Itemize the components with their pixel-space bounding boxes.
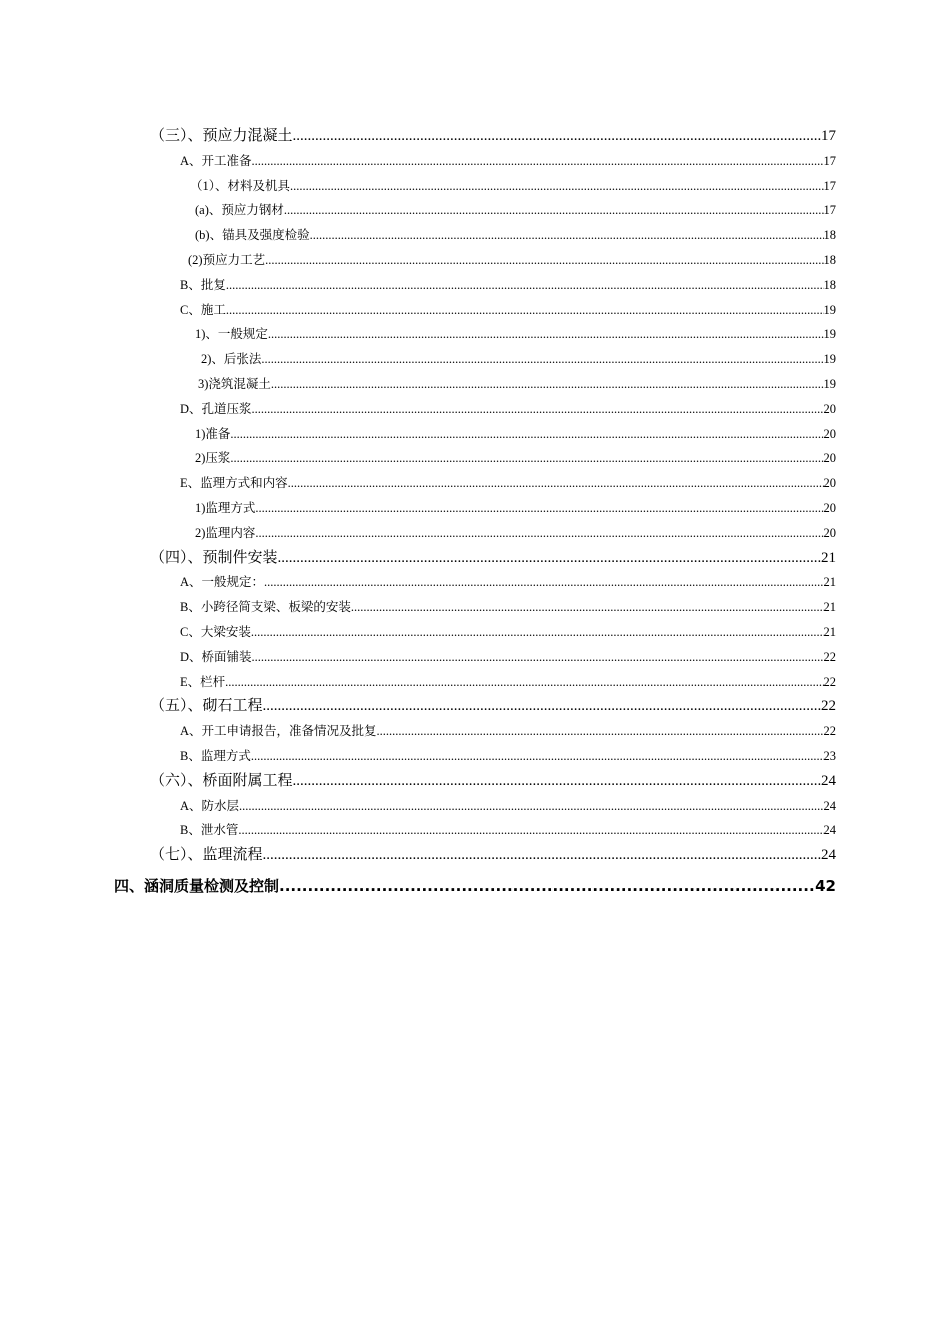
toc-entry-page: 21 (821, 549, 836, 566)
toc-entry[interactable] (0, 298, 950, 323)
toc-entry-page: 21 (823, 600, 836, 615)
toc-entry[interactable] (0, 322, 950, 347)
toc-entry-title: （四）、预制件安装 (150, 549, 278, 566)
toc-leader-dots (293, 124, 821, 149)
toc-entry-title: （1）、材料及机具 (190, 178, 291, 193)
toc-entry-title: A、防水层 (180, 798, 240, 813)
toc-entry[interactable] (0, 124, 950, 149)
toc-leader-dots (230, 446, 823, 471)
toc-leader-dots (263, 843, 821, 868)
toc-entry-page: 24 (823, 798, 836, 813)
toc-entry-page: 23 (823, 748, 836, 763)
toc-entry-page: 20 (823, 476, 836, 491)
toc-entry-page: 19 (823, 302, 836, 317)
toc-leader-dots (252, 645, 824, 670)
toc-leader-dots (255, 521, 823, 546)
toc-entry-page: 20 (823, 500, 836, 515)
toc-entry-page: 22 (821, 698, 836, 715)
toc-entry[interactable] (0, 347, 950, 372)
toc-entry-page: 19 (823, 327, 836, 342)
toc-entry[interactable] (0, 843, 950, 868)
toc-entry-title: D、孔道压浆 (180, 401, 252, 416)
toc-entry[interactable] (0, 794, 950, 819)
toc-entry[interactable] (0, 422, 950, 447)
toc-entry[interactable] (0, 397, 950, 422)
toc-entry-title: B、泄水管 (180, 823, 239, 838)
toc-entry-page: 18 (823, 277, 836, 292)
toc-entry-page: 18 (823, 252, 836, 267)
toc-entry-page: 19 (823, 376, 836, 391)
toc-entry-page: 17 (823, 203, 836, 218)
toc-entry[interactable] (0, 670, 950, 695)
toc-entry-title: 2)监理内容 (195, 525, 256, 540)
toc-leader-dots (261, 347, 823, 372)
toc-entry-page: 19 (823, 352, 836, 367)
toc-entry-title: （六）、桥面附属工程 (150, 772, 293, 789)
toc-entry[interactable] (0, 570, 950, 595)
table-of-contents (0, 124, 950, 904)
toc-leader-dots (377, 719, 824, 744)
toc-entry[interactable] (0, 719, 950, 744)
toc-leader-dots (279, 868, 815, 904)
toc-entry-title: 1)监理方式 (195, 500, 256, 515)
toc-entry-page: 20 (823, 401, 836, 416)
toc-entry[interactable] (0, 446, 950, 471)
toc-entry-page: 20 (823, 451, 836, 466)
toc-entry-title: (2)预应力工艺 (188, 252, 266, 267)
toc-leader-dots (239, 794, 823, 819)
toc-entry-title: (a)、预应力钢材 (195, 203, 284, 218)
toc-entry-title: 2)压浆 (195, 451, 231, 466)
toc-leader-dots (271, 372, 824, 397)
toc-entry[interactable] (0, 546, 950, 571)
toc-entry[interactable] (0, 496, 950, 521)
toc-leader-dots (251, 620, 824, 645)
toc-entry[interactable] (0, 595, 950, 620)
toc-leader-dots (264, 570, 823, 595)
toc-entry-title: 2)、后张法 (201, 352, 262, 367)
toc-entry-title: A、开工准备 (180, 153, 252, 168)
toc-entry[interactable] (0, 620, 950, 645)
toc-entry-title: 四、涵洞质量检测及控制 (114, 876, 280, 895)
toc-entry-page: 17 (823, 153, 836, 168)
toc-entry-title: （三）、预应力混凝土 (150, 128, 293, 144)
toc-entry[interactable] (0, 818, 950, 843)
toc-entry-page: 22 (823, 724, 836, 739)
toc-entry[interactable] (0, 868, 950, 904)
toc-leader-dots (310, 223, 824, 248)
toc-entry[interactable] (0, 248, 950, 273)
toc-entry-page: 21 (823, 575, 836, 590)
toc-leader-dots (351, 595, 824, 620)
toc-entry-title: (b)、锚具及强度检验 (195, 228, 310, 243)
toc-leader-dots (225, 670, 823, 695)
toc-entry-title: D、桥面铺装 (180, 649, 252, 664)
toc-entry-page: 17 (823, 178, 836, 193)
toc-leader-dots (265, 248, 823, 273)
toc-entry-title: B、监理方式 (180, 748, 251, 763)
toc-entry-page: 22 (823, 674, 836, 689)
toc-entry-title: B、小跨径简支梁、板梁的安装 (180, 600, 351, 615)
toc-entry-page: 24 (821, 772, 836, 789)
toc-leader-dots (230, 422, 823, 447)
toc-entry[interactable] (0, 174, 950, 199)
toc-leader-dots (226, 273, 824, 298)
toc-entry-page: 24 (821, 847, 836, 864)
toc-entry[interactable] (0, 372, 950, 397)
toc-entry[interactable] (0, 645, 950, 670)
toc-entry[interactable] (0, 744, 950, 769)
toc-leader-dots (284, 198, 824, 223)
toc-entry[interactable] (0, 769, 950, 794)
toc-leader-dots (226, 298, 824, 323)
toc-entry-title: 1)准备 (195, 426, 231, 441)
toc-entry-title: B、批复 (180, 277, 226, 292)
toc-entry-page: 24 (823, 823, 836, 838)
toc-entry-title: 1)、一般规定 (195, 327, 268, 342)
toc-entry-page: 42 (815, 876, 836, 895)
toc-leader-dots (288, 471, 824, 496)
toc-entry-page: 20 (823, 426, 836, 441)
toc-entry-title: A、一般规定： (180, 575, 265, 590)
toc-leader-dots (263, 694, 821, 719)
toc-entry[interactable] (0, 198, 950, 223)
toc-entry-page: 17 (821, 128, 836, 144)
toc-entry-page: 21 (823, 624, 836, 639)
toc-entry-title: E、监理方式和内容 (180, 476, 288, 491)
toc-entry-title: E、栏杆 (180, 674, 226, 689)
toc-entry[interactable] (0, 694, 950, 719)
toc-entry-title: 3)浇筑混凝土 (198, 376, 271, 391)
toc-leader-dots (252, 149, 824, 174)
toc-entry-title: （七）、监理流程 (150, 847, 263, 864)
toc-entry-title: C、施工 (180, 302, 226, 317)
toc-entry[interactable] (0, 521, 950, 546)
toc-entry-page: 22 (823, 649, 836, 664)
toc-leader-dots (290, 174, 823, 199)
toc-entry[interactable] (0, 149, 950, 174)
toc-entry[interactable] (0, 223, 950, 248)
toc-entry-title: C、大梁安装 (180, 624, 251, 639)
toc-leader-dots (293, 769, 821, 794)
toc-entry-title: A、开工申请报告，准备情况及批复 (180, 724, 377, 739)
toc-leader-dots (278, 546, 821, 571)
toc-leader-dots (252, 397, 824, 422)
toc-leader-dots (238, 818, 823, 843)
toc-leader-dots (251, 744, 824, 769)
toc-leader-dots (255, 496, 823, 521)
toc-entry-page: 20 (823, 525, 836, 540)
toc-entry-page: 18 (823, 228, 836, 243)
toc-entry[interactable] (0, 273, 950, 298)
toc-leader-dots (268, 322, 824, 347)
toc-entry[interactable] (0, 471, 950, 496)
toc-entry-title: （五）、砌石工程 (150, 698, 263, 715)
